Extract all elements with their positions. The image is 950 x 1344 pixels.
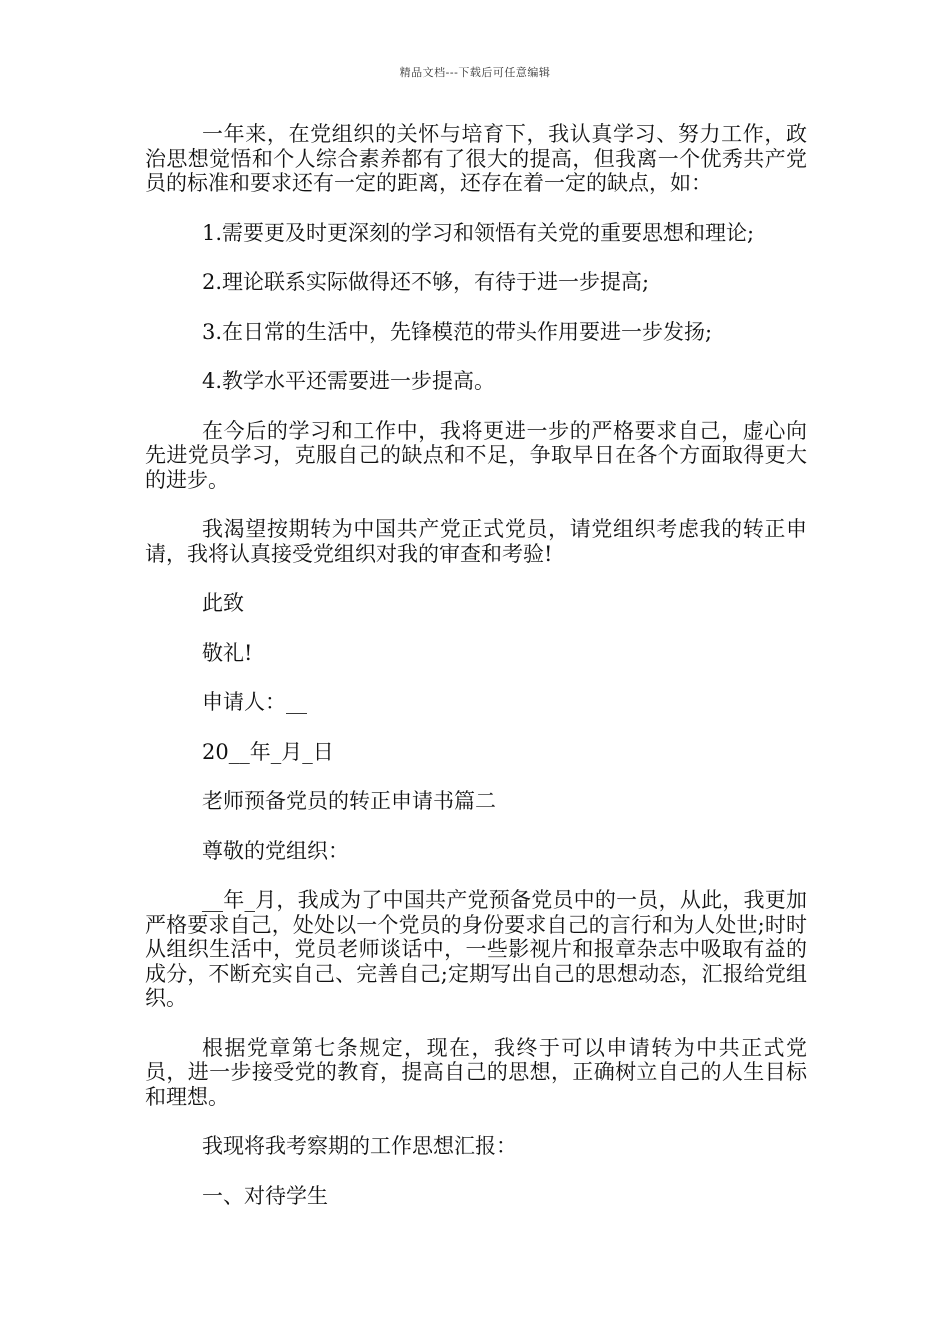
date-line: 20__年_月_日 [202,739,334,764]
paragraph-regulation: 根据党章第七条规定，现在，我终于可以申请转为中共正式党员，进一步接受党的教育，提高自己的思想，正确树立自己的人生目标和理想。 [145,1035,807,1109]
list-item-1: 1.需要更及时更深刻的学习和领悟有关党的重要思想和理论; [202,220,755,245]
paragraph-joined: __年_月，我成为了中国共产党预备党员中的一员，从此，我更加严格要求自己，处处以一个党员的身份要求自己的言行和为人处世;时时从组织生活中，党员老师谈话中，一些影视片和报章杂志中吸取有益的成分，不断充实自己、完善自己;定期写出自己的思想动态，汇报给党组织。 [145,888,807,1010]
document-body [145,122,807,1233]
list-item-2: 2.理论联系实际做得还不够，有待于进一步提高; [202,270,650,294]
section-title: 老师预备党员的转正申请书篇二 [202,789,496,813]
list-item-3: 3.在日常的生活中，先锋模范的带头作用要进一步发扬; [202,319,713,344]
paragraph-future: 在今后的学习和工作中，我将更进一步的严格要求自己，虚心向先进党员学习，克服自己的缺点和不足，争取早日在各个方面取得更大的进步。 [145,418,807,492]
paragraph-request: 我渴望按期转为中国共产党正式党员，请党组织考虑我的转正申请，我将认真接受党组织对我的审查和考验! [145,517,807,566]
subheading-students: 一、对待学生 [202,1183,328,1208]
page-header: 精品文档---下载后可任意编辑 [399,66,551,79]
paragraph-report-intro: 我现将我考察期的工作思想汇报： [202,1134,517,1158]
closing-regards: 敬礼! [202,640,253,665]
applicant-line: 申请人：__ [202,690,307,714]
greeting: 尊敬的党组织： [202,838,349,863]
closing-salutation: 此致 [202,591,244,615]
paragraph-intro: 一年来，在党组织的关怀与培育下，我认真学习、努力工作，政治思想觉悟和个人综合素养都有了很大的提高，但我离一个优秀共产党员的标准和要求还有一定的距离，还存在着一定的缺点，如： [145,122,807,195]
list-item-4: 4.教学水平还需要进一步提高。 [202,369,496,393]
